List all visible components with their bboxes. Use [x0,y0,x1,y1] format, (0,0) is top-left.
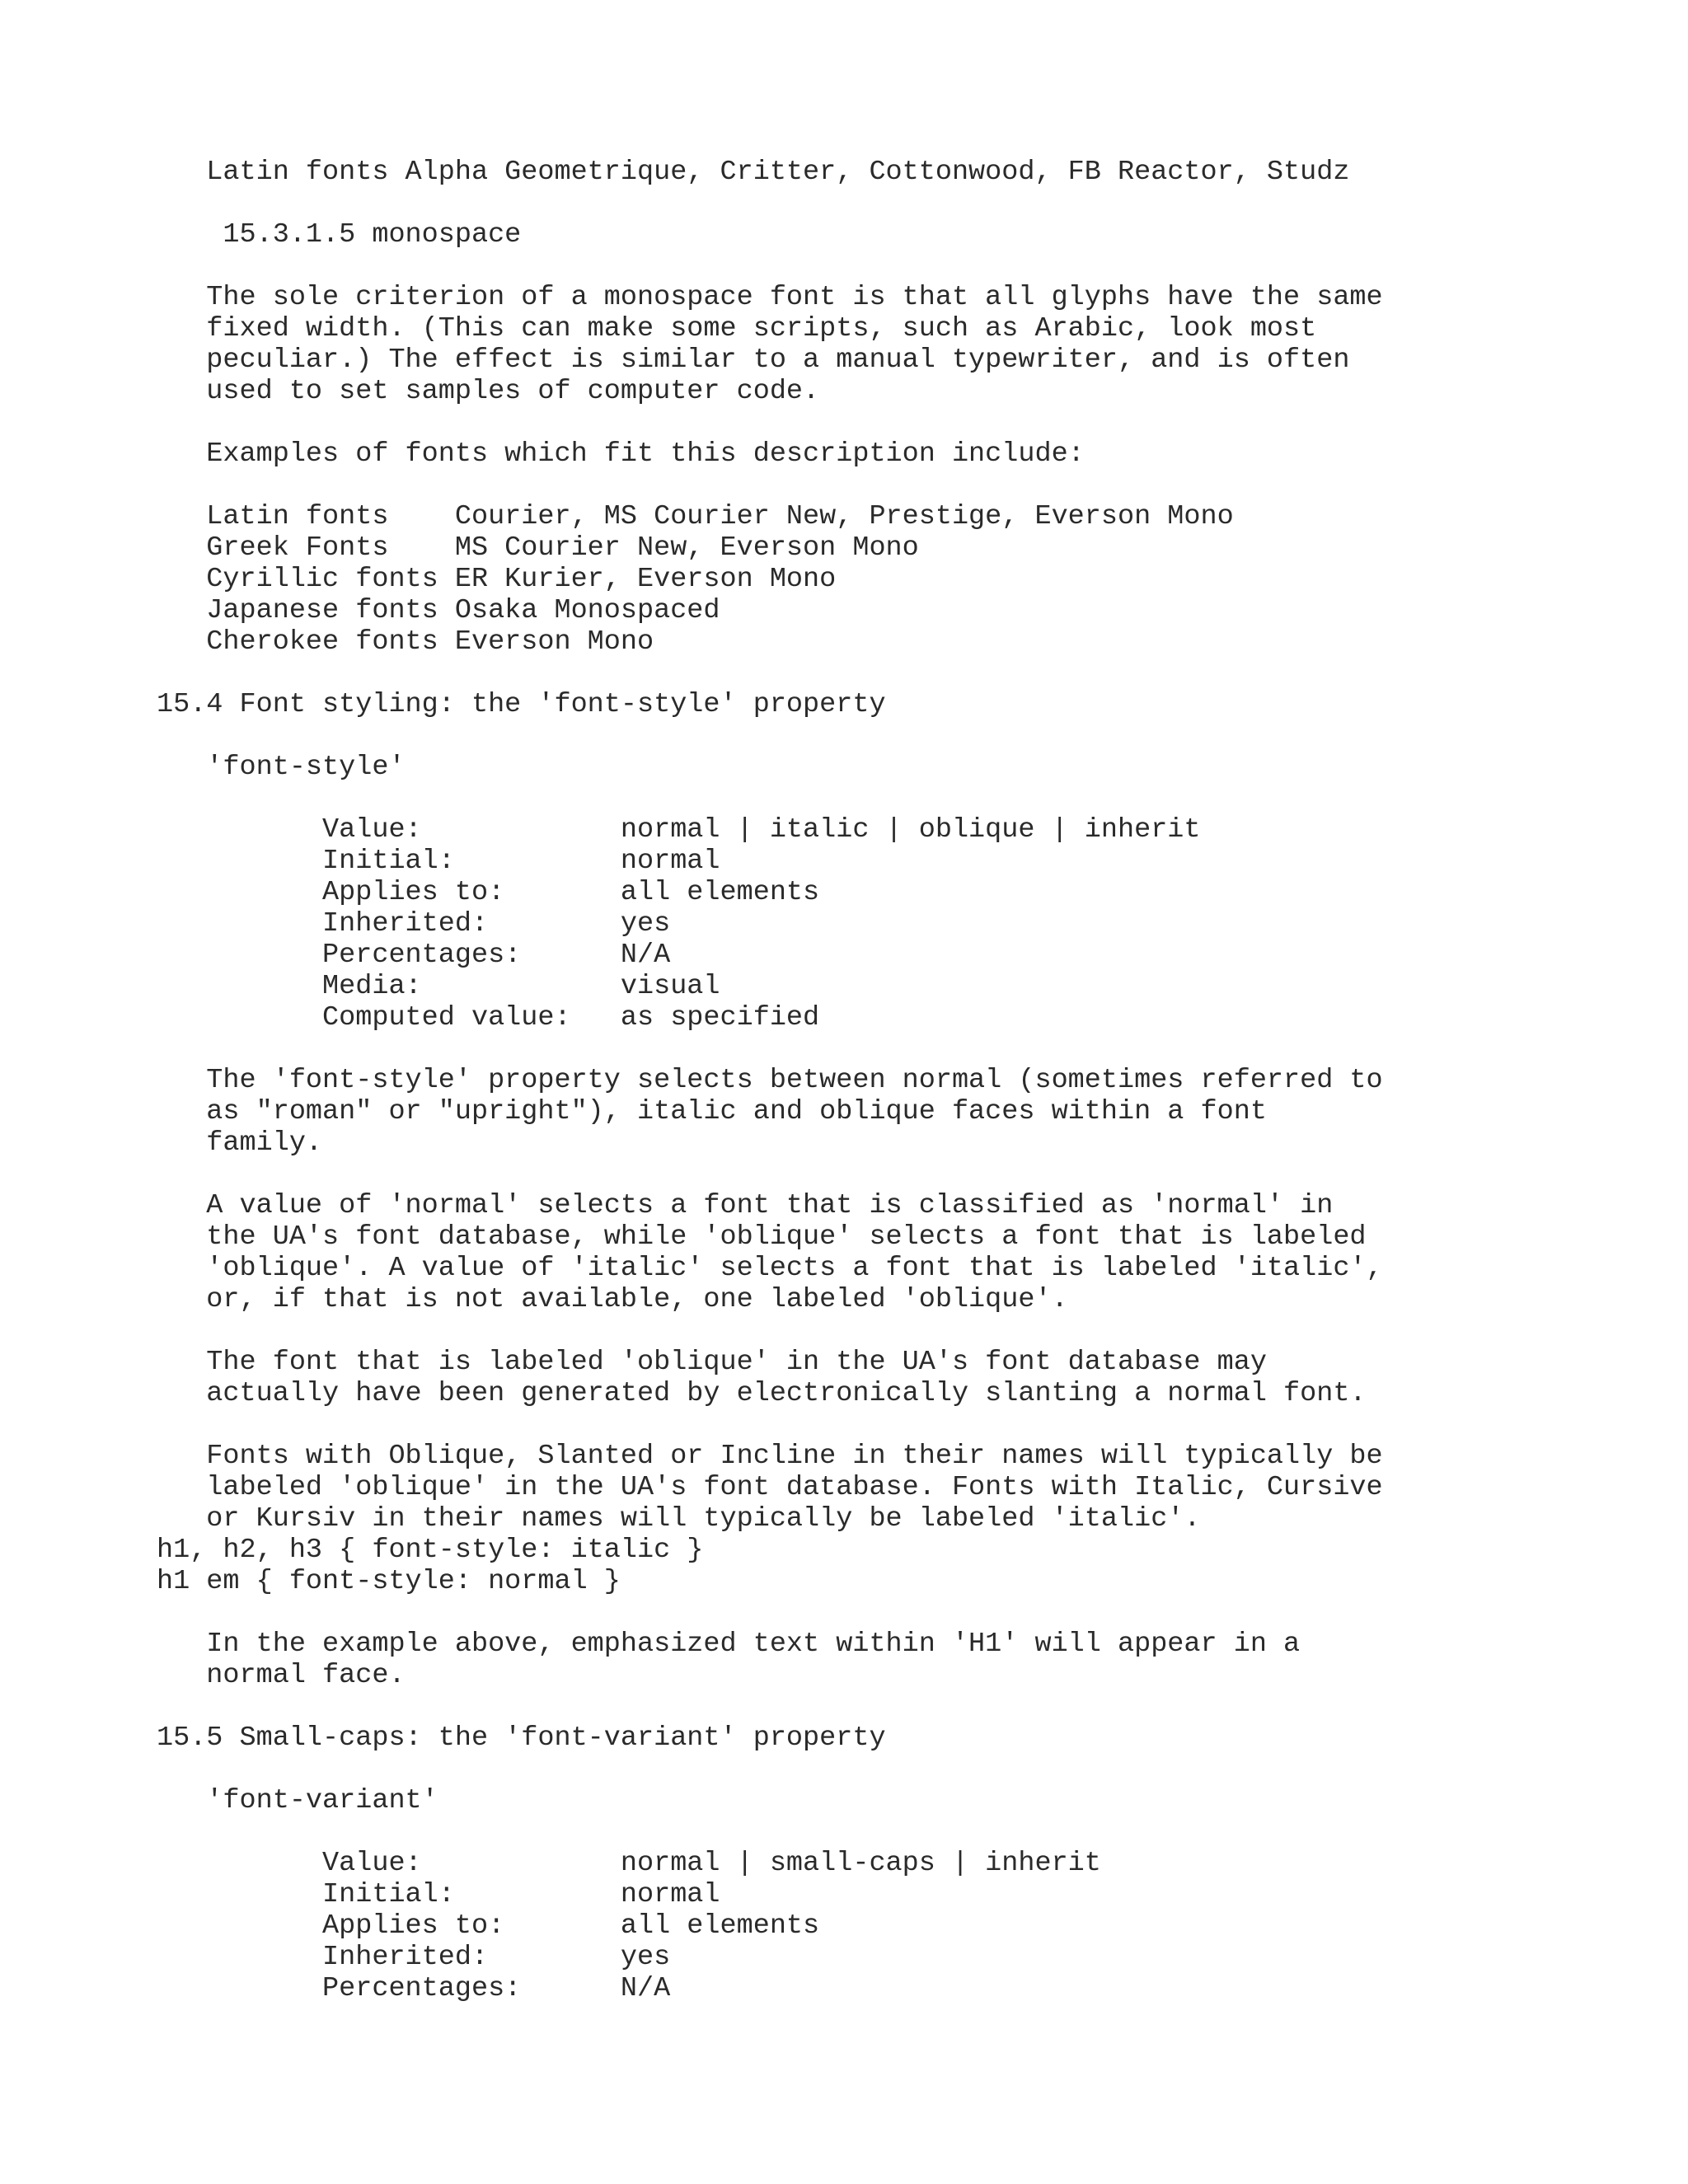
text-line: the UA's font database, while 'oblique' selects a font that is labeled [157,1221,1367,1253]
text-line: actually have been generated by electronically slanting a normal font. [157,1378,1367,1409]
document-text [157,157,1383,2004]
text-line: 'font-style' [157,752,406,783]
text-line: Latin fonts Courier, MS Courier New, Prestige, Everson Mono [157,501,1234,532]
text-line: normal face. [157,1660,406,1691]
text-line: Inherited: yes [157,1942,671,1973]
blank-line [157,470,1383,501]
blank-line [157,407,1383,438]
text-line: In the example above, emphasized text within 'H1' will appear in a [157,1629,1301,1660]
text-line: Computed value: as specified [157,1002,820,1033]
text-line: Applies to: all elements [157,877,820,908]
text-line: Applies to: all elements [157,1910,820,1942]
blank-line [157,1691,1383,1722]
text-line: Latin fonts Alpha Geometrique, Critter, Cottonwood, FB Reactor, Studz [157,157,1350,188]
text-line: Initial: normal [157,846,720,877]
text-line: or Kursiv in their names will typically be labeled 'italic'. [157,1503,1201,1535]
blank-line [157,1409,1383,1441]
text-line: fixed width. (This can make some scripts, such as Arabic, look most [157,313,1317,344]
text-line: Value: normal | small-caps | inherit [157,1848,1101,1879]
text-line: peculiar.) The effect is similar to a manual typewriter, and is often [157,344,1350,376]
text-line: labeled 'oblique' in the UA's font database. Fonts with Italic, Cursive [157,1472,1383,1503]
text-line: The font that is labeled 'oblique' in the UA's font database may [157,1347,1267,1378]
blank-line [157,1816,1383,1848]
text-line: 'oblique'. A value of 'italic' selects a font that is labeled 'italic', [157,1253,1383,1284]
text-line: Greek Fonts MS Courier New, Everson Mono [157,532,919,564]
blank-line [157,1597,1383,1629]
text-line: A value of 'normal' selects a font that is classified as 'normal' in [157,1190,1334,1221]
text-line: Percentages: N/A [157,1973,671,2004]
text-line: Inherited: yes [157,908,671,940]
blank-line [157,188,1383,219]
text-line: 'font-variant' [157,1785,438,1816]
text-line: as "roman" or "upright"), italic and oblique faces within a font [157,1096,1267,1127]
text-line: h1 em { font-style: normal } [157,1566,621,1597]
blank-line [157,658,1383,689]
blank-line [157,783,1383,814]
text-line: family. [157,1127,323,1159]
blank-line [157,1033,1383,1065]
text-line: Percentages: N/A [157,940,671,971]
text-line: Japanese fonts Osaka Monospaced [157,595,720,626]
text-line: 15.5 Small-caps: the 'font-variant' property [157,1722,886,1754]
text-line: 15.4 Font styling: the 'font-style' property [157,689,886,720]
text-line: Initial: normal [157,1879,720,1910]
blank-line [157,720,1383,752]
text-line: Value: normal | italic | oblique | inherit [157,814,1201,846]
text-line: or, if that is not available, one labeled 'oblique'. [157,1284,1068,1315]
text-line: 15.3.1.5 monospace [157,219,522,251]
text-line: h1, h2, h3 { font-style: italic } [157,1535,704,1566]
text-line: Fonts with Oblique, Slanted or Incline in their names will typically be [157,1441,1383,1472]
text-line: Examples of fonts which fit this description include: [157,438,1085,470]
text-line: Cyrillic fonts ER Kurier, Everson Mono [157,564,837,595]
blank-line [157,251,1383,282]
blank-line [157,1315,1383,1347]
text-line: used to set samples of computer code. [157,376,820,407]
text-line: Cherokee fonts Everson Mono [157,626,654,658]
text-line: Media: visual [157,971,720,1002]
text-line: The sole criterion of a monospace font is that all glyphs have the same [157,282,1383,313]
blank-line [157,1159,1383,1190]
blank-line [157,1754,1383,1785]
text-line: The 'font-style' property selects between normal (sometimes referred to [157,1065,1383,1096]
